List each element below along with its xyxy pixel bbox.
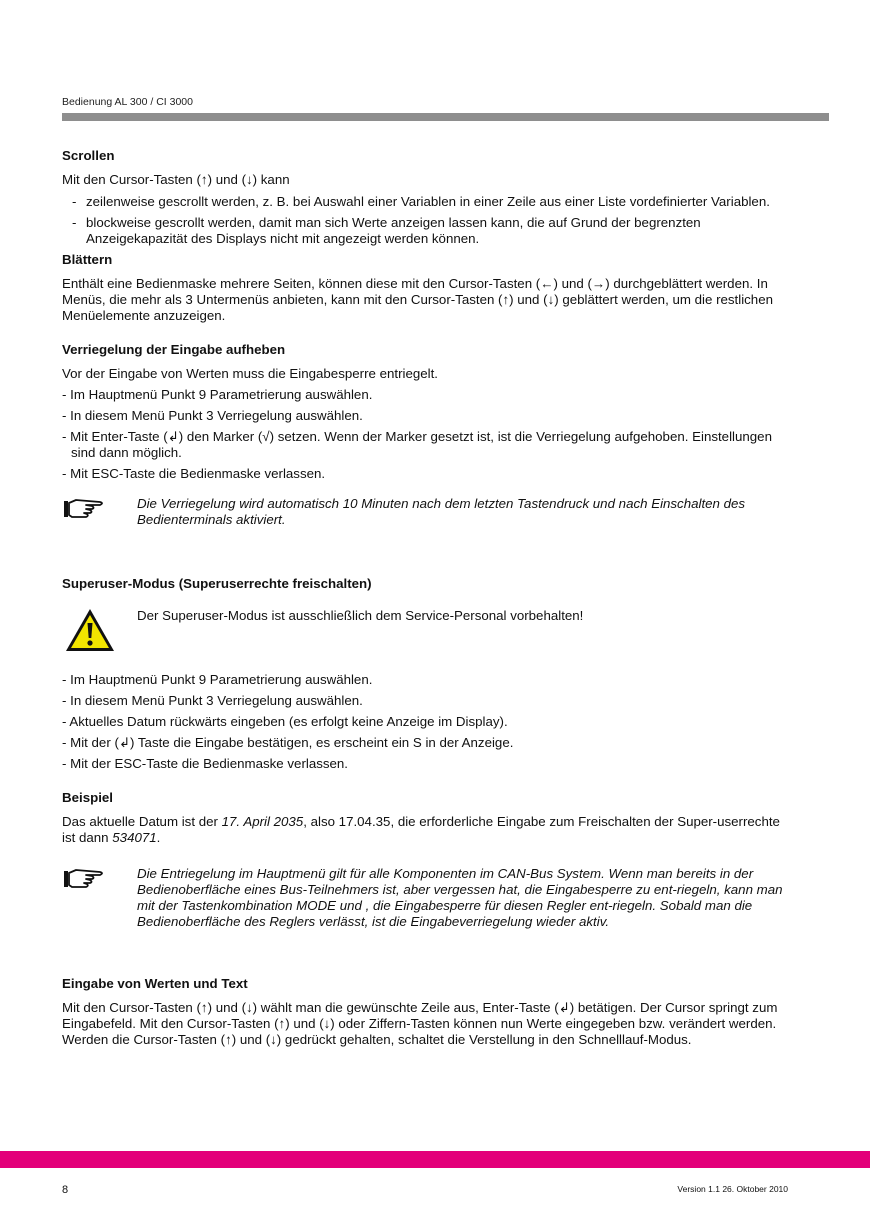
example-note-text: Die Entriegelung im Hauptmenü gilt für alle Komponenten im CAN-Bus System. Wenn man bereits in der Bedienoberfläche eines Bus-Teilnehmers ist, aber vergessen hat, die Eingabesperre zu ent-riegeln, kann man mit der Tastenkombination MODE und , die Eingabesperre für diesen Regler ent-riegeln. Sobald man die Bedienoberfläche des Reglers verlässt, ist die Eingabeverriegelung wieder aktiv. (137, 866, 783, 929)
page-content (62, 148, 792, 1052)
header-rule (62, 113, 829, 121)
pointing-hand-icon (62, 866, 106, 890)
section-superuser (62, 576, 792, 772)
header-title: Bedienung AL 300 / CI 3000 (62, 96, 193, 108)
superuser-step: - Mit der ESC-Taste die Bedienmaske verlassen. (62, 756, 348, 771)
example-code: 534071 (112, 830, 157, 845)
unlock-step: - In diesem Menü Punkt 3 Verriegelung auswählen. (62, 408, 363, 423)
superuser-step: - Aktuelles Datum rückwärts eingeben (es erfolgt keine Anzeige im Display). (62, 714, 508, 729)
unlock-note (62, 496, 792, 528)
example-text (62, 814, 792, 846)
superuser-step: - Mit der (↲) Taste die Eingabe bestätigen, es erscheint ein S in der Anzeige. (62, 735, 514, 750)
section-eingabe (62, 976, 792, 1048)
scroll-bullet: - zeilenweise gescrollt werden, z. B. bei Auswahl einer Variablen in einer Zeile aus einer Liste vordefinierter Variablen. (72, 194, 792, 210)
unlock-step: - Mit Enter-Taste (↲) den Marker (√) setzen. Wenn der Marker gesetzt ist, ist die Verriegelung aufgehoben. Einstellungen sind dann möglich. (62, 429, 772, 460)
warning-icon (64, 606, 116, 654)
example-date: 17. April 2035 (221, 814, 304, 829)
pointing-hand-icon (62, 496, 106, 520)
heading-blaettern: Blättern (62, 252, 113, 267)
scroll-intro: Mit den Cursor-Tasten (↑) und (↓) kann (62, 172, 290, 187)
example-text-part: Das aktuelle Datum ist der (62, 814, 222, 829)
superuser-step: - Im Hauptmenü Punkt 9 Parametrierung auswählen. (62, 672, 373, 687)
heading-scrollen: Scrollen (62, 148, 115, 163)
scroll-bullet: - blockweise gescrollt werden, damit man sich Werte anzeigen lassen kann, die auf Grund der begrenzten Anzeigekapazität des Displays nicht mit angezeigt werden können. (72, 215, 792, 247)
example-text-part: . (156, 830, 161, 845)
unlock-step: - Im Hauptmenü Punkt 9 Parametrierung auswählen. (62, 387, 373, 402)
superuser-warning-text: Der Superuser-Modus ist ausschließlich dem Service-Personal vorbehalten! (137, 608, 584, 623)
unlock-note-text: Die Verriegelung wird automatisch 10 Minuten nach dem letzten Tastendruck und nach Einschalten des Bedienterminals aktiviert. (137, 496, 746, 527)
heading-verriegelung: Verriegelung der Eingabe aufheben (62, 342, 286, 357)
section-beispiel (62, 790, 792, 930)
section-blaettern (62, 252, 792, 324)
unlock-step: - Mit ESC-Taste die Bedienmaske verlassen. (62, 466, 326, 481)
section-scrollen (62, 148, 792, 247)
heading-beispiel: Beispiel (62, 790, 113, 805)
superuser-step: - In diesem Menü Punkt 3 Verriegelung auswählen. (62, 693, 363, 708)
input-text: Mit den Cursor-Tasten (↑) und (↓) wählt man die gewünschte Zeile aus, Enter-Taste (↲) betätigen. Der Cursor springt zum Eingabefeld. Mit den Cursor-Tasten (↑) und (↓) oder Ziffern-Tasten können nun Werte eingegeben bzw. verändert werden. Werden die Cursor-Tasten (↑) und (↓) gedrückt gehalten, schaltet die Verstellung in den Schnelllauf-Modus. (62, 1000, 778, 1047)
unlock-intro: Vor der Eingabe von Werten muss die Eingabesperre entriegelt. (62, 366, 438, 381)
footer-accent-bar (0, 1151, 870, 1168)
heading-superuser: Superuser-Modus (Superuserrechte freischalten) (62, 576, 372, 591)
example-note (62, 866, 792, 930)
version-info: Version 1.1 26. Oktober 2010 (677, 1184, 788, 1194)
superuser-warning (62, 608, 792, 662)
paging-text: Enthält eine Bedienmaske mehrere Seiten, können diese mit den Cursor-Tasten (←) und (→) durchgeblättert werden. In Menüs, die mehr als 3 Untermenüs anbieten, kann mit den Cursor-Tasten (↑) und (↓) geblättert werden, um die restlichen Menüelemente anzuzeigen. (62, 276, 773, 323)
page-number: 8 (62, 1184, 69, 1196)
example-text-part: , also 17.04.35, die erforderliche Eingabe zum Freischalten der Super-userrechte ist dann (62, 814, 780, 845)
section-verriegelung (62, 342, 792, 528)
heading-eingabe: Eingabe von Werten und Text (62, 976, 248, 991)
